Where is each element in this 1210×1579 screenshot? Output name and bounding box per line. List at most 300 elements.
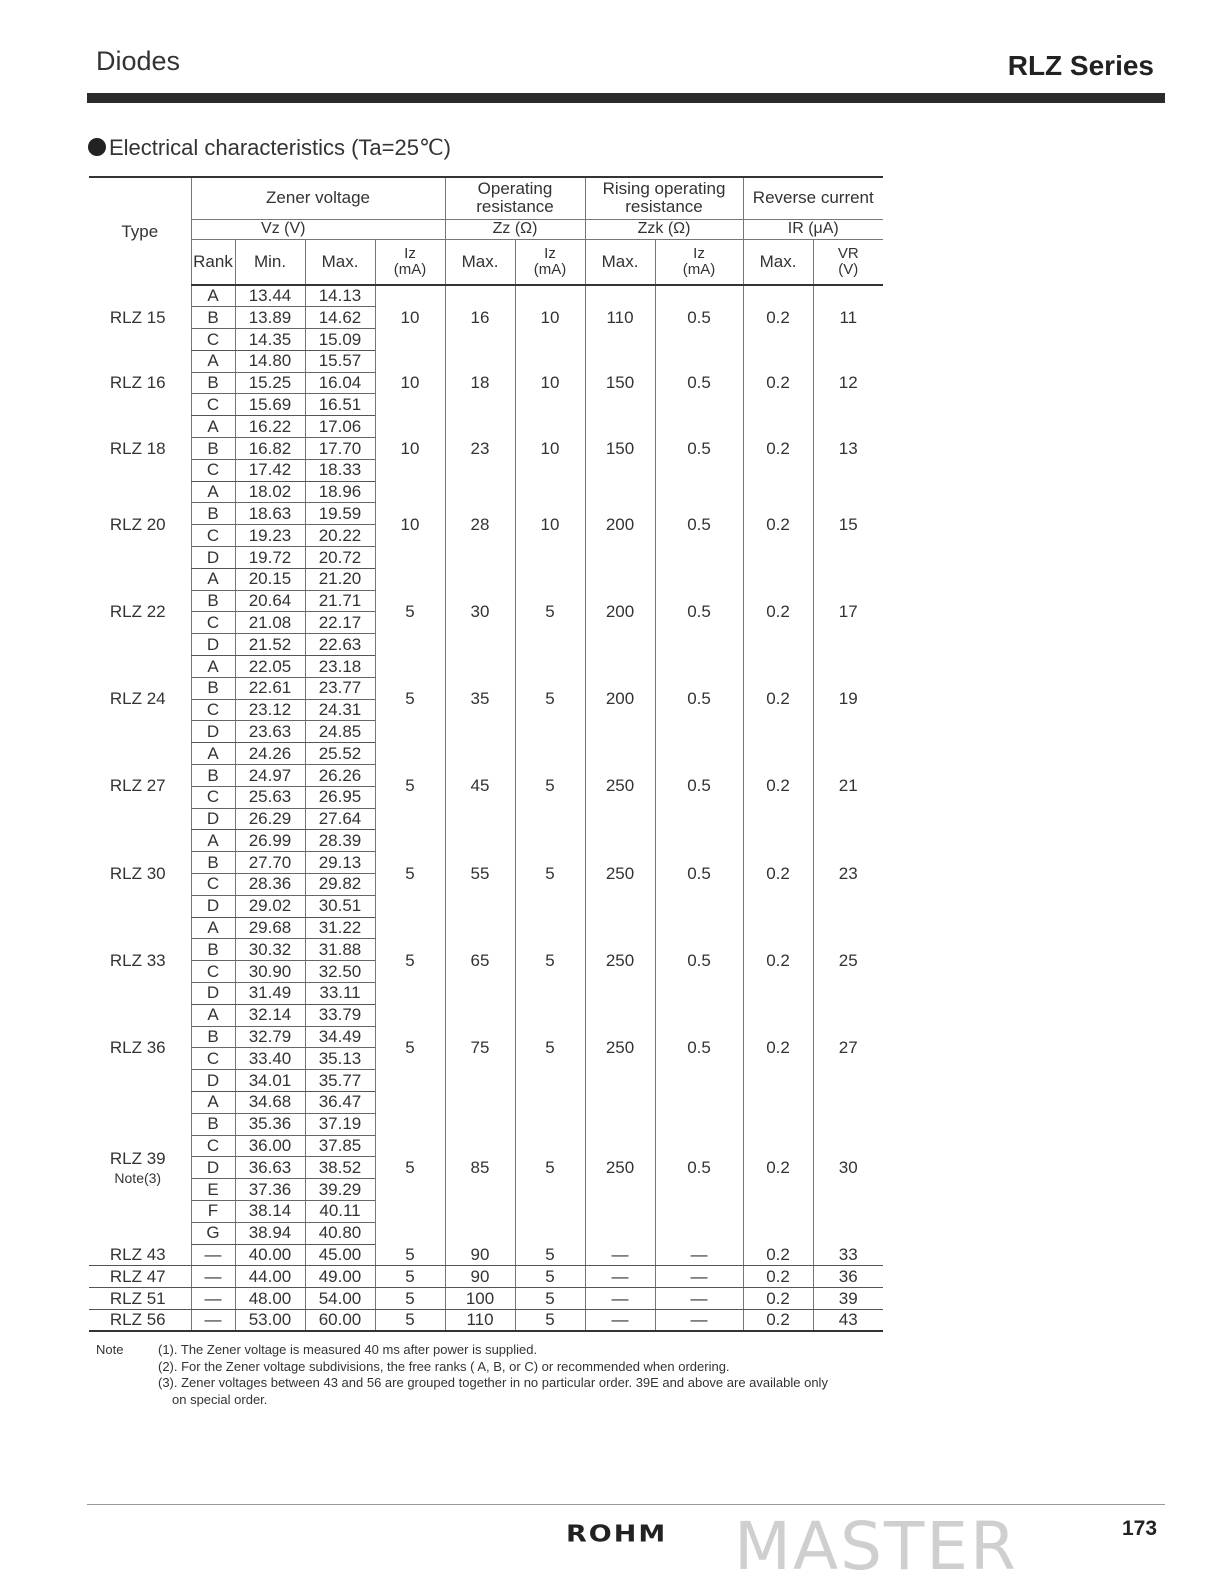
rank-cell: G [191,1222,235,1244]
table-row [89,743,883,765]
zz-max-cell: 45 [445,743,515,830]
vz-max-cell: 20.22 [305,525,375,547]
vz-max-cell: 33.11 [305,983,375,1005]
vz-min-cell: 29.68 [235,917,305,939]
type-label: RLZ 36 [109,1037,166,1057]
zzk-max-cell: 200 [585,656,655,743]
vz-max-cell: 38.52 [305,1157,375,1179]
ir-max-cell: 0.2 [743,1288,813,1310]
vz-iz-cell: 5 [375,656,445,743]
rank-cell: C [191,874,235,896]
type-cell [89,917,191,1004]
vz-min-cell: 38.94 [235,1222,305,1244]
vz-max-cell: 15.09 [305,329,375,351]
vz-max-cell: 19.59 [305,503,375,525]
zzk-max-cell: — [585,1309,655,1331]
vz-min-cell: 21.08 [235,612,305,634]
rank-cell: A [191,1004,235,1026]
ir-max-cell: 0.2 [743,1309,813,1331]
vz-max-cell: 30.51 [305,895,375,917]
zz-iz-cell: 10 [515,481,585,568]
table-row [89,656,883,678]
vr-cell: 25 [813,917,883,1004]
vr-cell: 13 [813,416,883,481]
note-2: (2). For the Zener voltage subdivisions, the free ranks ( A, B, or C) or recommended when ordering. [158,1358,730,1374]
rank-cell: B [191,677,235,699]
vz-min-cell: 18.63 [235,503,305,525]
vz-min-cell: 13.89 [235,307,305,329]
ir-max-cell: 0.2 [743,1266,813,1288]
vz-min-cell: 24.97 [235,765,305,787]
vz-max-cell: 40.11 [305,1200,375,1222]
zzk-max-cell: 250 [585,1004,655,1091]
table-row [89,830,883,852]
vz-min-cell: 26.29 [235,808,305,830]
type-cell [89,1004,191,1091]
table-row [89,917,883,939]
zz-max-cell: 85 [445,1091,515,1244]
vz-max-cell: 21.71 [305,590,375,612]
vz-max-cell: 16.51 [305,394,375,416]
rank-cell: C [191,786,235,808]
vz-max-cell: 16.04 [305,372,375,394]
vr-cell: 27 [813,1004,883,1091]
vz-min-cell: 48.00 [235,1288,305,1310]
table-row [89,1288,883,1310]
table-row [89,1309,883,1331]
vz-min-cell: 14.80 [235,350,305,372]
rank-cell: D [191,895,235,917]
section-title [88,135,451,161]
vz-max-cell: 31.22 [305,917,375,939]
rank-cell: B [191,852,235,874]
type-label: RLZ 27 [109,776,166,796]
vz-min-cell: 23.63 [235,721,305,743]
col-reverse-current-header: Reverse current [743,177,883,219]
vz-max-cell: 35.77 [305,1070,375,1092]
rank-cell: B [191,503,235,525]
vz-iz-cell: 10 [375,481,445,568]
vz-min-cell: 20.64 [235,590,305,612]
col-vz-min-header: Min. [235,239,305,285]
rank-cell: D [191,721,235,743]
vz-max-cell: 54.00 [305,1288,375,1310]
zzk-max-cell: — [585,1244,655,1266]
zzk-iz-cell: 0.5 [655,568,743,655]
rank-cell: B [191,1026,235,1048]
vz-iz-cell: 10 [375,285,445,350]
rank-cell: A [191,416,235,438]
vz-min-cell: 37.36 [235,1179,305,1201]
section-title-text: Electrical characteristics (Ta=25℃) [109,135,451,160]
type-label: RLZ 39 [109,1149,166,1168]
type-cell [89,568,191,655]
vr-cell: 36 [813,1266,883,1288]
vz-max-cell: 45.00 [305,1244,375,1266]
col-vz-max-header: Max. [305,239,375,285]
rank-cell: C [191,1048,235,1070]
type-cell [89,481,191,568]
col-operating-resistance-header: Operating resistance [445,177,585,219]
vr-cell: 39 [813,1288,883,1310]
vz-min-cell: 15.69 [235,394,305,416]
page-number: 173 [1122,1517,1158,1540]
ir-max-cell: 0.2 [743,1244,813,1266]
vr-cell: 11 [813,285,883,350]
type-cell: RLZ 43 [89,1244,191,1266]
rank-cell: A [191,350,235,372]
zz-max-cell: 23 [445,416,515,481]
rank-cell: B [191,765,235,787]
zz-max-cell: 75 [445,1004,515,1091]
vz-min-cell: 32.14 [235,1004,305,1026]
zzk-max-cell: 250 [585,743,655,830]
zz-max-cell: 110 [445,1309,515,1331]
vz-iz-cell: 5 [375,743,445,830]
ir-max-cell: 0.2 [743,743,813,830]
type-cell [89,350,191,415]
vz-max-cell: 14.13 [305,285,375,307]
rank-cell: C [191,329,235,351]
rank-cell: C [191,961,235,983]
zz-iz-cell: 5 [515,568,585,655]
vz-min-cell: 25.63 [235,786,305,808]
rank-cell: C [191,699,235,721]
vz-max-cell: 24.31 [305,699,375,721]
ir-max-cell: 0.2 [743,1004,813,1091]
col-type-header: Type [89,177,191,285]
vz-min-cell: 30.90 [235,961,305,983]
rank-cell: B [191,1113,235,1135]
vr-cell: 12 [813,350,883,415]
vz-iz-cell: 5 [375,1288,445,1310]
electrical-characteristics-table [89,176,883,1332]
col-zz-iz-header: Iz (mA) [515,239,585,285]
rank-cell: B [191,372,235,394]
vz-min-cell: 22.61 [235,677,305,699]
vz-min-cell: 28.36 [235,874,305,896]
table-row [89,1091,883,1113]
zz-max-cell: 16 [445,285,515,350]
col-rank-header: Rank [191,239,235,285]
col-vr-header: VR (V) [813,239,883,285]
vz-iz-cell: 5 [375,1244,445,1266]
table-row [89,1244,883,1266]
zzk-iz-cell: 0.5 [655,350,743,415]
rank-cell: A [191,568,235,590]
zz-iz-cell: 5 [515,1244,585,1266]
vz-min-cell: 32.79 [235,1026,305,1048]
table-row [89,416,883,438]
header-rule [87,93,1165,103]
table-row [89,350,883,372]
vz-max-cell: 26.95 [305,786,375,808]
type-label: RLZ 15 [109,307,166,327]
zz-iz-cell: 10 [515,416,585,481]
type-cell [89,656,191,743]
vz-iz-cell: 5 [375,1004,445,1091]
table-row [89,481,883,503]
type-cell [89,285,191,350]
vr-cell: 15 [813,481,883,568]
vz-min-cell: 15.25 [235,372,305,394]
ir-max-cell: 0.2 [743,416,813,481]
rank-cell: A [191,917,235,939]
vz-min-cell: 36.63 [235,1157,305,1179]
rank-cell: E [191,1179,235,1201]
vz-max-cell: 49.00 [305,1266,375,1288]
zzk-iz-cell: 0.5 [655,1091,743,1244]
zzk-max-cell: 110 [585,285,655,350]
header-series: RLZ Series [1007,50,1154,81]
zz-max-cell: 90 [445,1266,515,1288]
vz-min-cell: 19.72 [235,547,305,569]
vr-cell: 21 [813,743,883,830]
zz-iz-cell: 5 [515,1091,585,1244]
ir-max-cell: 0.2 [743,285,813,350]
vz-iz-cell: 5 [375,917,445,1004]
type-cell: RLZ 51 [89,1288,191,1310]
vz-min-cell: 40.00 [235,1244,305,1266]
type-label: RLZ 20 [109,514,166,534]
rank-cell: C [191,1135,235,1157]
zzk-max-cell: 250 [585,1091,655,1244]
rohm-logo: ROHM [566,1521,668,1548]
zz-max-cell: 55 [445,830,515,917]
rank-cell: C [191,525,235,547]
type-label: RLZ 18 [109,438,166,458]
col-rising-resistance-header: Rising operating resistance [585,177,743,219]
zzk-iz-cell: 0.5 [655,481,743,568]
type-cell [89,416,191,481]
zzk-max-cell: 200 [585,481,655,568]
rank-cell: C [191,612,235,634]
zz-unit-header: Zz (Ω) [445,219,585,239]
type-cell: RLZ 56 [89,1309,191,1331]
table-row [89,568,883,590]
vz-max-cell: 32.50 [305,961,375,983]
ir-unit-header: IR (μA) [743,219,883,239]
zz-max-cell: 100 [445,1288,515,1310]
ir-max-cell: 0.2 [743,350,813,415]
col-zener-voltage-header: Zener voltage [191,177,445,219]
zzk-max-cell: 250 [585,917,655,1004]
zzk-max-cell: 150 [585,416,655,481]
rank-cell: A [191,1091,235,1113]
zz-max-cell: 28 [445,481,515,568]
rank-cell: — [191,1266,235,1288]
vz-max-cell: 24.85 [305,721,375,743]
note-1: (1). The Zener voltage is measured 40 ms after power is supplied. [158,1342,538,1357]
zz-max-cell: 65 [445,917,515,1004]
rank-cell: B [191,590,235,612]
zz-iz-cell: 5 [515,917,585,1004]
vz-min-cell: 31.49 [235,983,305,1005]
table-row [89,1266,883,1288]
vz-iz-cell: 5 [375,830,445,917]
note-3-continuation: on special order. [172,1391,268,1407]
vz-min-cell: 14.35 [235,329,305,351]
vz-max-cell: 37.85 [305,1135,375,1157]
zzk-unit-header: Zzk (Ω) [585,219,743,239]
type-cell [89,1091,191,1244]
zz-iz-cell: 5 [515,1004,585,1091]
vz-min-cell: 23.12 [235,699,305,721]
vz-iz-cell: 5 [375,1266,445,1288]
note-3: (3). Zener voltages between 43 and 56 are grouped together in no particular order. 39E and above are available only [158,1375,828,1390]
vz-iz-cell: 10 [375,350,445,415]
vz-max-cell: 17.70 [305,438,375,460]
rank-cell: B [191,307,235,329]
vr-cell: 19 [813,656,883,743]
zzk-max-cell: — [585,1288,655,1310]
vz-min-cell: 24.26 [235,743,305,765]
zz-max-cell: 90 [445,1244,515,1266]
col-zz-max-header: Max. [445,239,515,285]
vz-min-cell: 38.14 [235,1200,305,1222]
type-label: RLZ 22 [109,602,166,622]
zz-iz-cell: 5 [515,743,585,830]
footer-rule [87,1504,1165,1505]
vz-iz-cell: 5 [375,1091,445,1244]
master-stamp: MASTER [734,1508,1018,1579]
rank-cell: A [191,656,235,678]
vz-min-cell: 19.23 [235,525,305,547]
vz-max-cell: 18.33 [305,459,375,481]
vz-min-cell: 36.00 [235,1135,305,1157]
rank-cell: C [191,394,235,416]
table-row [89,285,883,307]
zzk-iz-cell: — [655,1266,743,1288]
vz-min-cell: 35.36 [235,1113,305,1135]
col-ir-max-header: Max. [743,239,813,285]
type-label: RLZ 30 [109,863,166,883]
vz-min-cell: 22.05 [235,656,305,678]
zzk-max-cell: 250 [585,830,655,917]
vz-max-cell: 40.80 [305,1222,375,1244]
bullet-icon [88,138,106,156]
vz-max-cell: 33.79 [305,1004,375,1026]
vz-min-cell: 34.01 [235,1070,305,1092]
vz-max-cell: 20.72 [305,547,375,569]
vz-min-cell: 33.40 [235,1048,305,1070]
vz-min-cell: 26.99 [235,830,305,852]
vr-cell: 43 [813,1309,883,1331]
vr-cell: 17 [813,568,883,655]
vz-max-cell: 15.57 [305,350,375,372]
vz-unit-header: Vz (V) [191,219,375,239]
zzk-iz-cell: 0.5 [655,1004,743,1091]
zzk-iz-cell: 0.5 [655,743,743,830]
ir-max-cell: 0.2 [743,656,813,743]
type-label: RLZ 33 [109,950,166,970]
zz-iz-cell: 5 [515,1288,585,1310]
rank-cell: D [191,808,235,830]
vz-max-cell: 37.19 [305,1113,375,1135]
vz-min-cell: 18.02 [235,481,305,503]
vz-max-cell: 28.39 [305,830,375,852]
type-cell: RLZ 47 [89,1266,191,1288]
vz-max-cell: 29.82 [305,874,375,896]
vz-max-cell: 35.13 [305,1048,375,1070]
zz-iz-cell: 10 [515,350,585,415]
vz-max-cell: 25.52 [305,743,375,765]
vz-max-cell: 26.26 [305,765,375,787]
vz-min-cell: 16.82 [235,438,305,460]
vz-iz-cell: 5 [375,1309,445,1331]
rank-cell: D [191,1157,235,1179]
rank-cell: — [191,1288,235,1310]
type-cell [89,743,191,830]
ir-max-cell: 0.2 [743,1091,813,1244]
rank-cell: F [191,1200,235,1222]
rank-cell: B [191,939,235,961]
vz-iz-cell: 5 [375,568,445,655]
type-note: Note(3) [114,1169,162,1186]
zz-max-cell: 30 [445,568,515,655]
vz-max-cell: 22.63 [305,634,375,656]
rank-cell: — [191,1309,235,1331]
vz-min-cell: 21.52 [235,634,305,656]
zz-iz-cell: 5 [515,830,585,917]
vz-max-cell: 27.64 [305,808,375,830]
vz-min-cell: 29.02 [235,895,305,917]
zzk-iz-cell: — [655,1309,743,1331]
rank-cell: A [191,830,235,852]
rank-cell: — [191,1244,235,1266]
col-zzk-iz-header: Iz (mA) [655,239,743,285]
type-label: RLZ 24 [109,689,166,709]
zz-iz-cell: 5 [515,1309,585,1331]
vz-max-cell: 23.18 [305,656,375,678]
rank-cell: A [191,285,235,307]
vz-min-cell: 17.42 [235,459,305,481]
vr-cell: 30 [813,1091,883,1244]
vz-min-cell: 30.32 [235,939,305,961]
vz-min-cell: 16.22 [235,416,305,438]
vz-max-cell: 14.62 [305,307,375,329]
zz-max-cell: 35 [445,656,515,743]
type-cell [89,830,191,917]
rank-cell: B [191,438,235,460]
zz-iz-cell: 10 [515,285,585,350]
zzk-iz-cell: 0.5 [655,285,743,350]
vz-max-cell: 21.20 [305,568,375,590]
vz-min-cell: 34.68 [235,1091,305,1113]
vz-max-cell: 22.17 [305,612,375,634]
vz-max-cell: 36.47 [305,1091,375,1113]
ir-max-cell: 0.2 [743,568,813,655]
vz-max-cell: 17.06 [305,416,375,438]
vz-iz-cell: 10 [375,416,445,481]
zzk-iz-cell: 0.5 [655,830,743,917]
rank-cell: C [191,459,235,481]
vz-max-cell: 18.96 [305,481,375,503]
vz-max-cell: 60.00 [305,1309,375,1331]
vz-min-cell: 44.00 [235,1266,305,1288]
zzk-iz-cell: 0.5 [655,416,743,481]
zzk-max-cell: 150 [585,350,655,415]
zz-iz-cell: 5 [515,656,585,743]
zzk-max-cell: 200 [585,568,655,655]
header-category: Diodes [96,46,181,76]
rank-cell: D [191,983,235,1005]
rank-cell: D [191,1070,235,1092]
zzk-iz-cell: — [655,1244,743,1266]
vz-min-cell: 20.15 [235,568,305,590]
zzk-max-cell: — [585,1266,655,1288]
col-vz-iz-header: Iz (mA) [375,239,445,285]
